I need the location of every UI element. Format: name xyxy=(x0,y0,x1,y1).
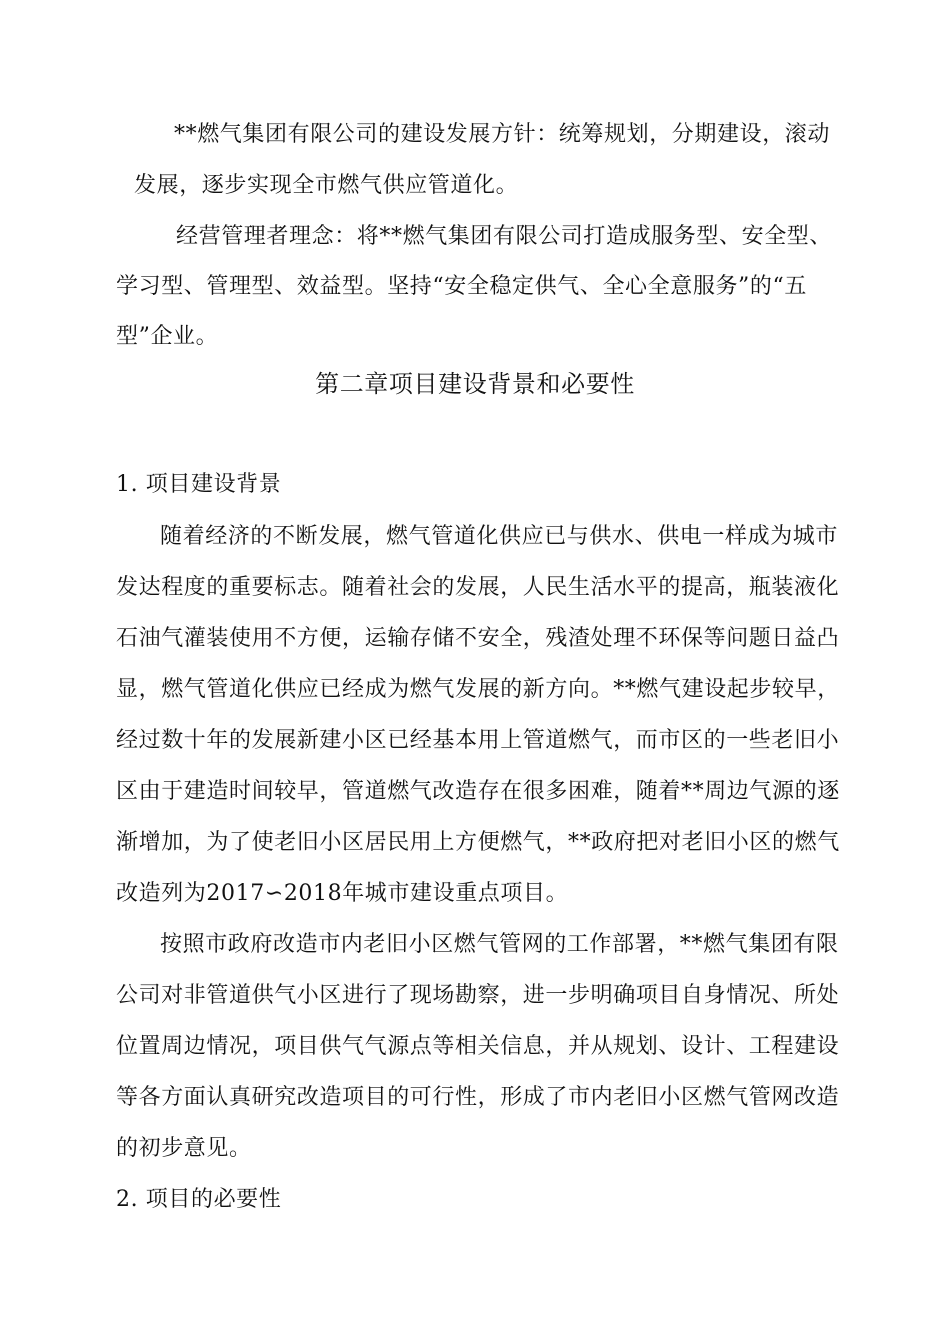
intro-paragraph-2-line-2: 学习型、管理型、效益型。坚持“安全稳定供气、全心全意服务”的“五 xyxy=(116,274,807,299)
intro-paragraph-2-line-1: 经营管理者理念：将**燃气集团有限公司打造成服务型、安全型、 xyxy=(176,224,833,249)
section-1-paragraph-2-line-4: 等各方面认真研究改造项目的可行性，形成了市内老旧小区燃气管网改造 xyxy=(116,1085,840,1110)
section-1-paragraph-1-line-5: 经过数十年的发展新建小区已经基本用上管道燃气，而市区的一些老旧小 xyxy=(116,728,840,753)
section-1-paragraph-2-line-1: 按照市政府改造市内老旧小区燃气管网的工作部署，**燃气集团有限 xyxy=(160,932,839,957)
section-1-paragraph-1-line-7: 渐增加，为了使老旧小区居民用上方便燃气，**政府把对老旧小区的燃气 xyxy=(116,830,840,855)
section-1-paragraph-2-line-2: 公司对非管道供气小区进行了现场勘察，进一步明确项目自身情况、所处 xyxy=(116,983,840,1008)
intro-paragraph-2-line-3: 型”企业。 xyxy=(116,324,219,349)
section-1-paragraph-2-line-5: 的初步意见。 xyxy=(116,1136,252,1161)
section-1-paragraph-2-line-3: 位置周边情况，项目供气气源点等相关信息，并从规划、设计、工程建设 xyxy=(116,1034,840,1059)
section-1-paragraph-1-line-4: 显，燃气管道化供应已经成为燃气发展的新方向。**燃气建设起步较早， xyxy=(116,677,840,702)
chapter-title: 第二章项目建设背景和必要性 xyxy=(315,370,635,398)
section-1-paragraph-1-line-8: 改造列为2017∽2018年城市建设重点项目。 xyxy=(116,881,569,906)
section-1-paragraph-1-line-1: 随着经济的不断发展，燃气管道化供应已与供水、供电一样成为城市 xyxy=(160,524,839,549)
section-1-heading: 1. 项目建设背景 xyxy=(116,472,282,497)
intro-paragraph-1-line-1: **燃气集团有限公司的建设发展方针：统筹规划，分期建设，滚动 xyxy=(174,122,831,147)
section-1-paragraph-1-line-6: 区由于建造时间较早，管道燃气改造存在很多困难，随着**周边气源的逐 xyxy=(116,779,840,804)
section-1-paragraph-1-line-2: 发达程度的重要标志。随着社会的发展，人民生活水平的提高，瓶装液化 xyxy=(116,575,840,600)
section-1-paragraph-1-line-3: 石油气灌装使用不方便，运输存储不安全，残渣处理不环保等问题日益凸 xyxy=(116,626,840,651)
section-2-heading: 2. 项目的必要性 xyxy=(116,1187,282,1212)
intro-paragraph-1-line-2: 发展，逐步实现全市燃气供应管道化。 xyxy=(134,173,519,198)
